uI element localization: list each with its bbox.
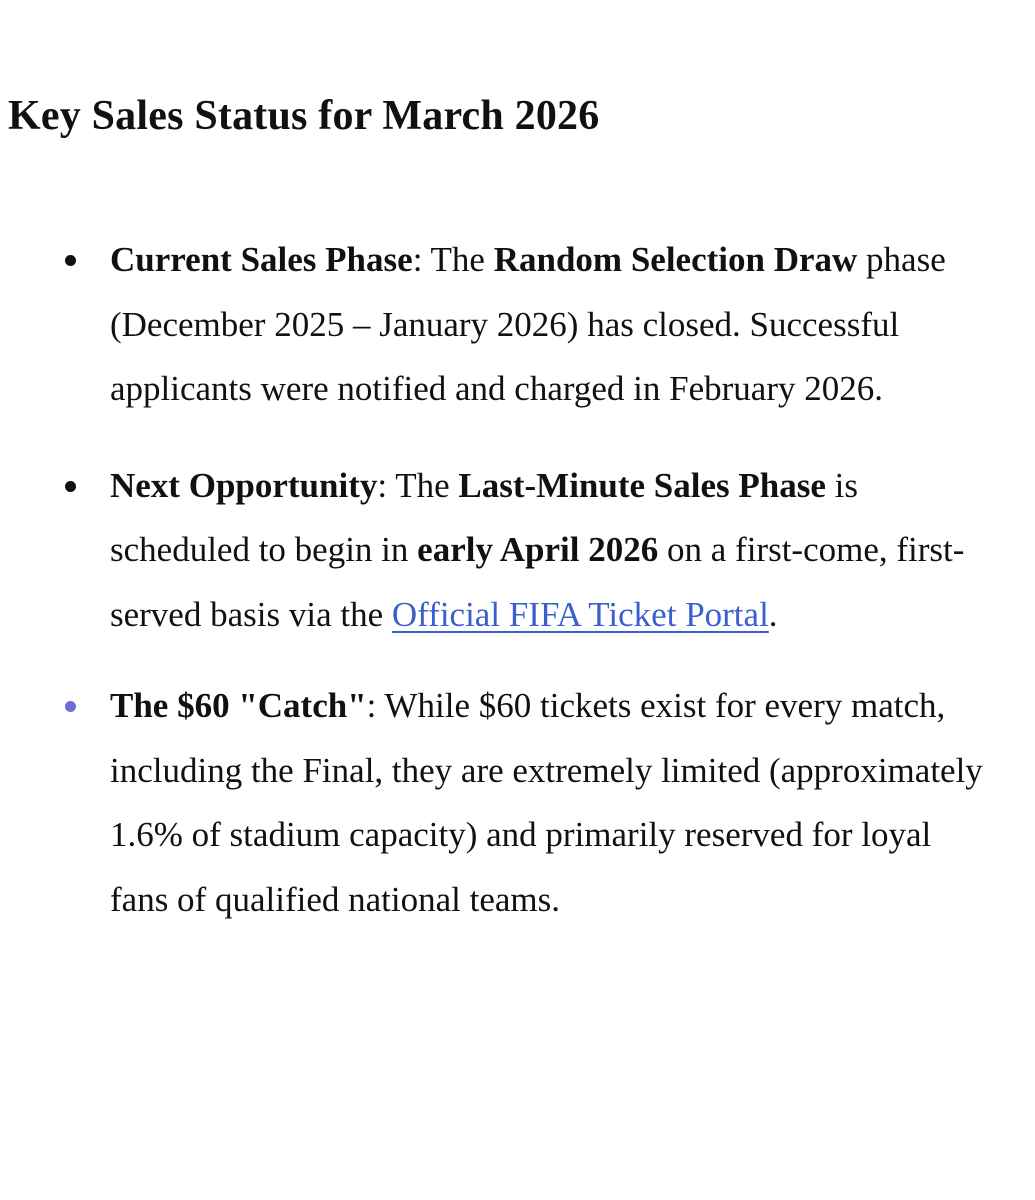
bullet-emphasis: Last-Minute Sales Phase xyxy=(458,465,826,505)
bullet-text: : The xyxy=(377,465,459,505)
fifa-ticket-portal-link[interactable]: Official FIFA Ticket Portal xyxy=(391,594,769,634)
bullet-emphasis: early April 2026 xyxy=(417,530,659,569)
bullet-label: Current Sales Phase xyxy=(110,240,413,279)
list-item xyxy=(110,228,990,422)
list-item xyxy=(110,674,990,932)
bullet-text: : The xyxy=(412,240,494,279)
bullet-dot-icon xyxy=(65,255,76,266)
bullet-list xyxy=(110,228,990,964)
bullet-dot-icon xyxy=(65,701,76,712)
page-heading: Key Sales Status for March 2026 xyxy=(8,93,600,139)
bullet-dot-icon xyxy=(65,481,76,492)
bullet-text: . xyxy=(768,594,778,634)
bullet-text: phase (December 2025 – January 2026) has closed. Successful applicants were notified and charged in February 2026. xyxy=(110,240,946,408)
bullet-text: is scheduled to begin in xyxy=(110,465,858,569)
list-item xyxy=(110,454,990,648)
bullet-label: The $60 "Catch" xyxy=(110,686,367,725)
bullet-text: : While $60 tickets exist for every match, including the Final, they are extremely limited (approximately 1.6% of stadium capacity) and primarily reserved for loyal fans of qualified national teams. xyxy=(110,686,983,919)
bullet-text: on a first-come, first-served basis via the xyxy=(110,530,965,634)
bullet-emphasis: Random Selection Draw xyxy=(493,240,858,279)
bullet-label: Next Opportunity xyxy=(110,465,378,505)
